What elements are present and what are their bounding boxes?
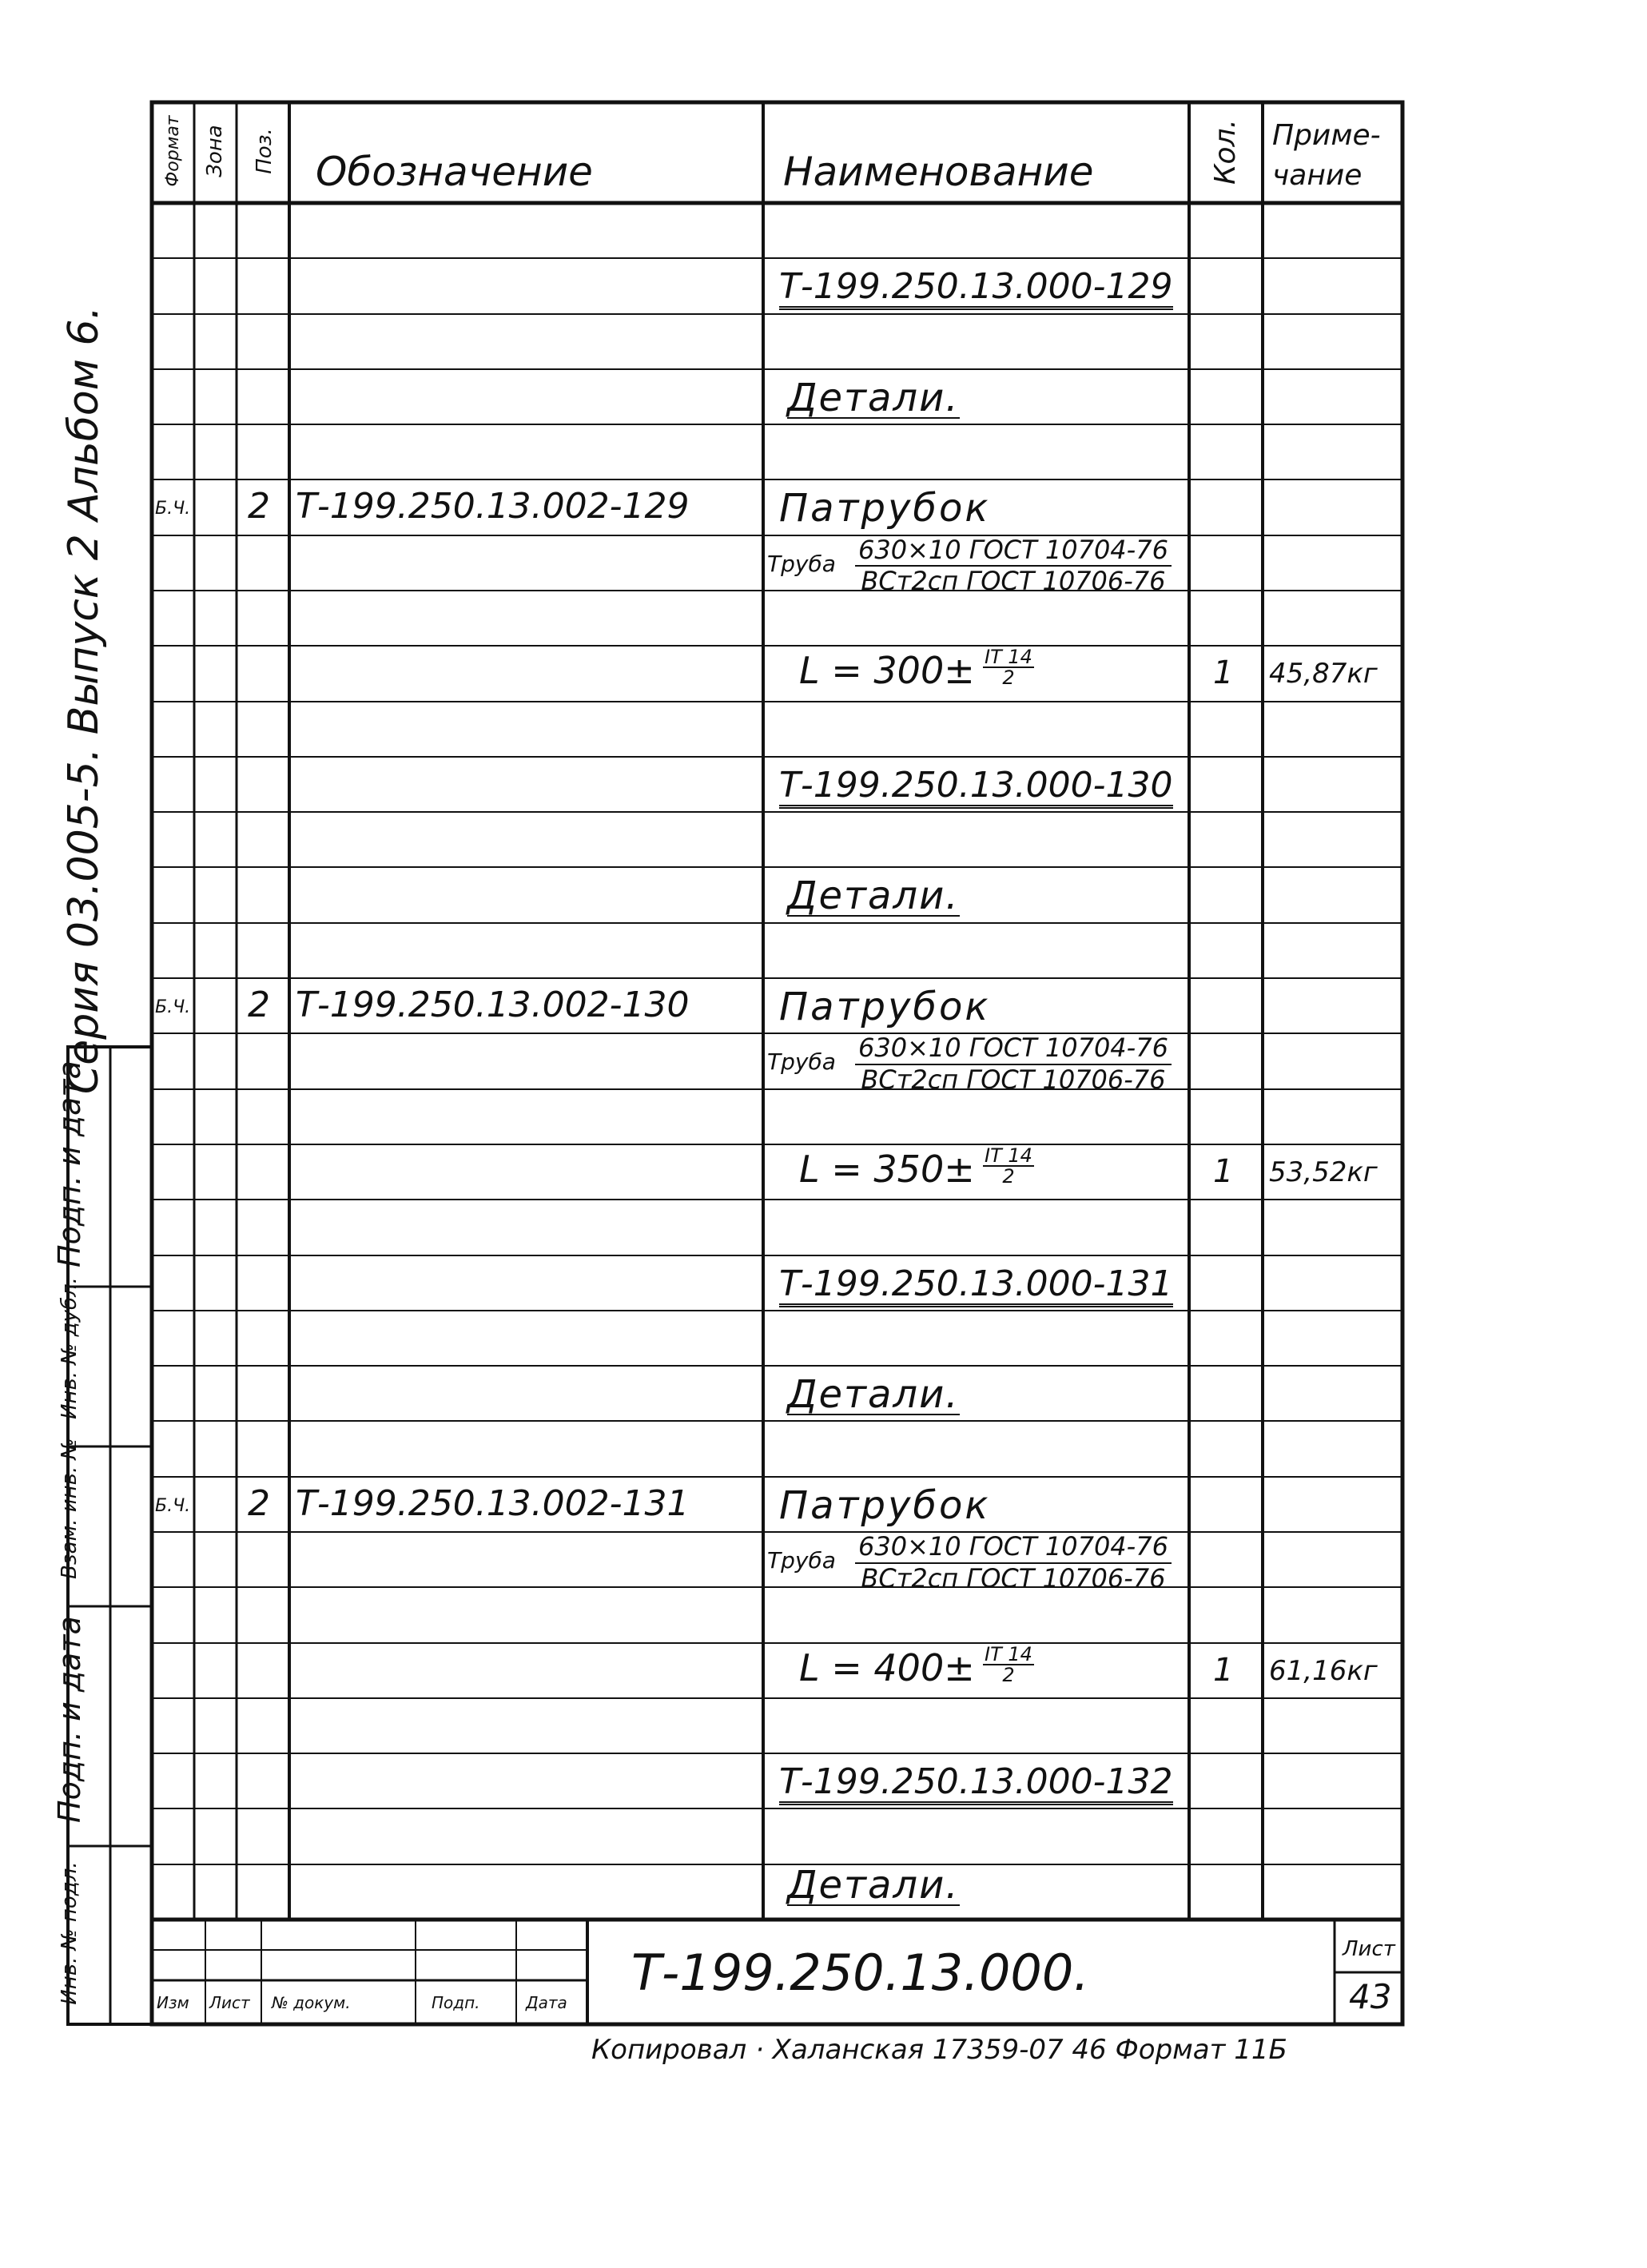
tb-sign: Подп. (432, 1993, 480, 2012)
length: L = 400± (799, 1645, 975, 1689)
header-format: Формат (163, 115, 183, 187)
assembly-ref: Т-199.250.13.000-129 (779, 269, 1173, 310)
part-name: Патрубок (779, 1482, 991, 1528)
pipe-label: Труба (767, 1048, 836, 1076)
tb-sheet-label: Лист (1343, 1937, 1395, 1961)
stamp-inv-dup: Инв. № дубл. (58, 1277, 82, 1419)
pos-cell: 2 (248, 486, 270, 527)
qty-cell: 1 (1213, 1152, 1234, 1190)
header-note-1: Приме- (1272, 119, 1381, 152)
tb-izm: Изм (157, 1993, 189, 2012)
pipe-spec (855, 1035, 1172, 1093)
part-name: Патрубок (779, 985, 991, 1030)
part-designation: Т-199.250.13.002-129 (296, 486, 690, 527)
header-pos: Поз. (253, 128, 276, 174)
pos-cell: 2 (248, 1482, 270, 1524)
header-name: Наименование (783, 149, 1094, 195)
pipe-spec-top: 630×10 ГОСТ 10704-76 (855, 1534, 1172, 1564)
assembly-ref: Т-199.250.13.000-130 (779, 768, 1173, 809)
tolerance-fraction (983, 1642, 1034, 1686)
section-heading: Детали. (787, 1862, 960, 1908)
pos-cell: 2 (248, 985, 270, 1026)
copy-footer: Копировал · Халанская 17359-07 46 Формат 11Б (591, 2034, 1287, 2066)
assembly-ref: Т-199.250.13.000-131 (779, 1267, 1173, 1307)
tolerance-den: 2 (1002, 666, 1015, 690)
part-designation: Т-199.250.13.002-131 (296, 1482, 690, 1524)
section-heading: Детали. (787, 375, 960, 420)
stamp-sign-date-1: Подп. и дата (52, 1616, 87, 1823)
pipe-spec-bottom: ВСт2сп ГОСТ 10706-76 (861, 1064, 1166, 1095)
note-cell: 61,16кг (1269, 1654, 1378, 1687)
qty-cell: 1 (1213, 1651, 1234, 1689)
header-zone: Зона (203, 125, 227, 177)
stamp-replace-inv: Взам. инв. № (58, 1438, 82, 1579)
tb-list: Лист (209, 1993, 250, 2012)
part-name: Патрубок (779, 486, 991, 531)
note-cell: 53,52кг (1269, 1156, 1378, 1188)
pipe-spec-bottom: ВСт2сп ГОСТ 10706-76 (861, 1562, 1166, 1594)
pipe-spec-bottom: ВСт2сп ГОСТ 10706-76 (861, 566, 1166, 597)
series-label: Серия 03.005-5. Выпуск 2 Альбом 6. (60, 305, 108, 1095)
tolerance-den: 2 (1002, 1164, 1015, 1188)
assembly-ref: Т-199.250.13.000-132 (779, 1765, 1173, 1805)
pipe-label: Труба (767, 550, 836, 577)
tolerance-num: IT 14 (985, 1642, 1032, 1665)
pipe-spec-top: 630×10 ГОСТ 10704-76 (855, 537, 1172, 567)
pipe-spec (855, 1530, 1172, 1594)
tolerance-fraction (983, 646, 1034, 690)
header-note-2: чание (1272, 159, 1363, 192)
tolerance-fraction (983, 1146, 1034, 1186)
note-cell: 45,87кг (1269, 658, 1378, 690)
header-designation: Обозначение (316, 149, 593, 195)
pipe-label: Труба (767, 1546, 836, 1574)
tb-date: Дата (526, 1993, 567, 2012)
tb-document-code: Т-199.250.13.000. (631, 1944, 1089, 2002)
stamp-sign-date-2: Подп. и дата (52, 1060, 87, 1267)
format-cell: Б.Ч. (155, 1495, 191, 1516)
part-designation: Т-199.250.13.002-130 (296, 985, 690, 1026)
qty-cell: 1 (1213, 655, 1234, 692)
format-cell: Б.Ч. (155, 997, 191, 1018)
stamp-inv-orig: Инв. № подл. (58, 1861, 82, 2005)
header-qty: Кол. (1209, 118, 1242, 185)
length: L = 350± (799, 1147, 975, 1191)
tolerance-den: 2 (1002, 1663, 1015, 1686)
section-heading: Детали. (787, 873, 960, 919)
tb-doc: № докум. (272, 1993, 351, 2012)
pipe-spec-top: 630×10 ГОСТ 10704-76 (855, 1035, 1172, 1065)
length: L = 300± (799, 649, 975, 693)
format-cell: Б.Ч. (155, 499, 191, 519)
section-heading: Детали. (787, 1372, 960, 1418)
tb-sheet-number: 43 (1349, 1977, 1392, 2016)
pipe-spec (855, 534, 1172, 597)
tolerance-num: IT 14 (985, 646, 1032, 669)
tolerance-num: IT 14 (985, 1144, 1032, 1167)
